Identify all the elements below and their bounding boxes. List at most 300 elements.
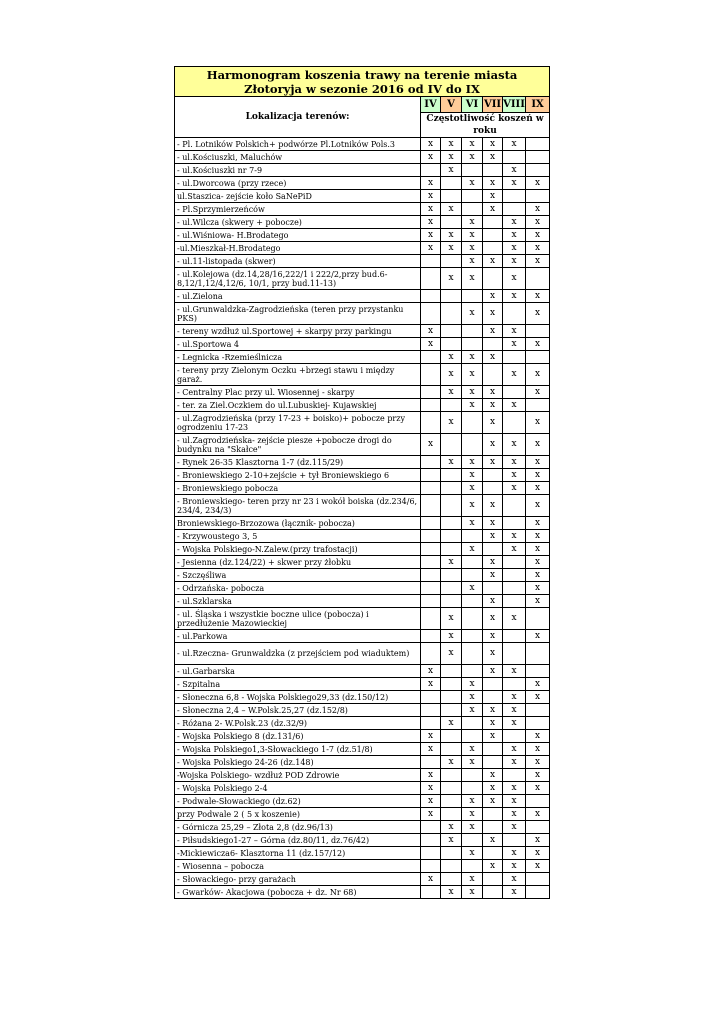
- mowing-mark-ix: [526, 717, 550, 730]
- table-row: [175, 255, 550, 268]
- mowing-mark-ix: x: [526, 860, 550, 873]
- mowing-mark-vii: [483, 338, 503, 351]
- mowing-mark-v: x: [441, 364, 462, 386]
- mowing-mark-vi: x: [462, 543, 483, 556]
- mowing-mark-v: [441, 530, 462, 543]
- mowing-mark-viii: [503, 517, 526, 530]
- location-name: - ul.Zielona: [175, 290, 421, 303]
- mowing-mark-iv: x: [421, 873, 441, 886]
- mowing-mark-v: [441, 517, 462, 530]
- table-row: [175, 242, 550, 255]
- table-row: [175, 530, 550, 543]
- mowing-mark-vii: x: [483, 399, 503, 412]
- table-row: [175, 412, 550, 434]
- mowing-mark-iv: [421, 495, 441, 517]
- mowing-mark-vi: [462, 730, 483, 743]
- mowing-mark-vii: [483, 847, 503, 860]
- mowing-mark-ix: [526, 704, 550, 717]
- mowing-mark-viii: [503, 303, 526, 325]
- mowing-mark-viii: x: [503, 795, 526, 808]
- mowing-mark-vi: x: [462, 138, 483, 151]
- mowing-mark-v: [441, 782, 462, 795]
- mowing-mark-v: x: [441, 834, 462, 847]
- mowing-mark-v: x: [441, 643, 462, 665]
- table-row: [175, 730, 550, 743]
- location-name: - Piłsudskiego1-27 – Górna (dz.80/11, dz.76/42): [175, 834, 421, 847]
- table-row: [175, 203, 550, 216]
- mowing-mark-iv: [421, 386, 441, 399]
- mowing-mark-vi: [462, 556, 483, 569]
- mowing-mark-v: [441, 873, 462, 886]
- frequency-header: Częstotliwość koszeń w roku: [421, 113, 550, 138]
- mowing-mark-v: [441, 469, 462, 482]
- mowing-mark-iv: x: [421, 138, 441, 151]
- mowing-mark-ix: x: [526, 630, 550, 643]
- mowing-mark-vi: [462, 643, 483, 665]
- mowing-mark-vi: x: [462, 242, 483, 255]
- location-name: - Szczęśliwa: [175, 569, 421, 582]
- mowing-mark-viii: [503, 834, 526, 847]
- mowing-mark-vii: x: [483, 782, 503, 795]
- mowing-mark-vi: x: [462, 177, 483, 190]
- table-row: [175, 216, 550, 229]
- mowing-mark-iv: [421, 756, 441, 769]
- mowing-mark-vii: [483, 821, 503, 834]
- mowing-mark-viii: x: [503, 229, 526, 242]
- mowing-mark-viii: x: [503, 138, 526, 151]
- mowing-mark-ix: x: [526, 434, 550, 456]
- mowing-mark-v: [441, 595, 462, 608]
- mowing-mark-iv: x: [421, 795, 441, 808]
- location-name: przy Podwale 2 ( 5 x koszenie): [175, 808, 421, 821]
- mowing-mark-viii: [503, 643, 526, 665]
- location-name: - Pl.Sprzymierzeńców: [175, 203, 421, 216]
- location-name: - ul.Wilcza (skwery + pobocze): [175, 216, 421, 229]
- mowing-mark-ix: x: [526, 569, 550, 582]
- mowing-mark-vii: x: [483, 203, 503, 216]
- mowing-mark-v: x: [441, 456, 462, 469]
- mowing-mark-iv: [421, 290, 441, 303]
- location-name: Broniewskiego-Brzozowa (łącznik- pobocza): [175, 517, 421, 530]
- table-row: [175, 834, 550, 847]
- mowing-mark-vii: [483, 873, 503, 886]
- table-row: [175, 595, 550, 608]
- mowing-mark-v: x: [441, 412, 462, 434]
- mowing-mark-ix: x: [526, 595, 550, 608]
- mowing-mark-ix: [526, 821, 550, 834]
- mowing-mark-ix: x: [526, 364, 550, 386]
- mowing-mark-v: [441, 704, 462, 717]
- mowing-mark-viii: x: [503, 434, 526, 456]
- mowing-mark-vi: [462, 290, 483, 303]
- mowing-mark-vi: [462, 412, 483, 434]
- location-name: - ul.Dworcowa (przy rzece): [175, 177, 421, 190]
- mowing-mark-vi: x: [462, 691, 483, 704]
- mowing-mark-ix: x: [526, 834, 550, 847]
- mowing-mark-vii: x: [483, 643, 503, 665]
- mowing-mark-ix: x: [526, 769, 550, 782]
- mowing-mark-v: [441, 569, 462, 582]
- mowing-mark-viii: x: [503, 886, 526, 899]
- mowing-mark-vi: x: [462, 517, 483, 530]
- mowing-mark-vii: x: [483, 434, 503, 456]
- location-name: -Mickiewicza6- Klasztorna 11 (dz.157/12): [175, 847, 421, 860]
- mowing-mark-vii: x: [483, 151, 503, 164]
- table-row: [175, 847, 550, 860]
- mowing-mark-vii: [483, 582, 503, 595]
- mowing-mark-vii: x: [483, 177, 503, 190]
- location-name: - Jesienna (dz.124/22) + skwer przy żłobku: [175, 556, 421, 569]
- table-row: [175, 338, 550, 351]
- table-row: [175, 164, 550, 177]
- table-row: [175, 582, 550, 595]
- table-row: [175, 569, 550, 582]
- location-name: - ul.Rzeczna- Grunwaldzka (z przejściem pod wiaduktem): [175, 643, 421, 665]
- mowing-mark-ix: [526, 795, 550, 808]
- location-name: - ul.11-listopada (skwer): [175, 255, 421, 268]
- mowing-mark-viii: x: [503, 691, 526, 704]
- table-row: [175, 190, 550, 203]
- location-name: - ter. za Ziel.Oczkiem do ul.Lubuskiej- Kujawskiej: [175, 399, 421, 412]
- title-line-1: Harmonogram koszenia trawy na terenie miasta: [206, 67, 518, 82]
- table-row: [175, 717, 550, 730]
- mowing-mark-ix: x: [526, 782, 550, 795]
- table-row: [175, 678, 550, 691]
- mowing-mark-ix: [526, 886, 550, 899]
- mowing-mark-ix: x: [526, 808, 550, 821]
- mowing-mark-vi: x: [462, 351, 483, 364]
- mowing-mark-vii: x: [483, 456, 503, 469]
- mowing-mark-vi: [462, 325, 483, 338]
- mowing-mark-viii: [503, 190, 526, 203]
- mowing-mark-ix: x: [526, 543, 550, 556]
- mowing-mark-vi: [462, 717, 483, 730]
- mowing-mark-vi: [462, 630, 483, 643]
- month-header-4: VII: [483, 97, 503, 113]
- table-row: [175, 873, 550, 886]
- mowing-mark-vi: x: [462, 847, 483, 860]
- mowing-mark-ix: [526, 665, 550, 678]
- mowing-mark-viii: [503, 386, 526, 399]
- mowing-mark-iv: [421, 517, 441, 530]
- mowing-mark-vii: [483, 886, 503, 899]
- mowing-mark-v: x: [441, 608, 462, 630]
- mowing-mark-iv: x: [421, 743, 441, 756]
- month-header-3: VI: [462, 97, 483, 113]
- mowing-mark-viii: x: [503, 456, 526, 469]
- mowing-mark-iv: [421, 268, 441, 290]
- mowing-mark-vi: x: [462, 364, 483, 386]
- location-name: - Wojska Polskiego 24-26 (dz.148): [175, 756, 421, 769]
- mowing-mark-v: [441, 678, 462, 691]
- mowing-mark-v: x: [441, 138, 462, 151]
- mowing-mark-v: [441, 691, 462, 704]
- mowing-mark-vii: [483, 268, 503, 290]
- mowing-mark-viii: x: [503, 717, 526, 730]
- mowing-mark-viii: [503, 595, 526, 608]
- location-name: - ul.Wiśniowa- H.Brodatego: [175, 229, 421, 242]
- month-header-5: VIII: [503, 97, 526, 113]
- month-header-1: IV: [421, 97, 441, 113]
- mowing-mark-vi: [462, 860, 483, 873]
- location-name: - ul.Kościuszki, Maluchów: [175, 151, 421, 164]
- mowing-mark-vi: x: [462, 268, 483, 290]
- mowing-mark-ix: x: [526, 216, 550, 229]
- mowing-mark-viii: x: [503, 364, 526, 386]
- mowing-mark-v: x: [441, 268, 462, 290]
- location-name: - Słoneczna 6,8 - Wojska Polskiego29,33 (dz.150/12): [175, 691, 421, 704]
- mowing-mark-iv: x: [421, 769, 441, 782]
- mowing-mark-v: [441, 582, 462, 595]
- mowing-mark-viii: [503, 556, 526, 569]
- location-name: - ul.Garbarska: [175, 665, 421, 678]
- mowing-mark-vii: x: [483, 290, 503, 303]
- mowing-mark-viii: x: [503, 860, 526, 873]
- mowing-mark-v: [441, 795, 462, 808]
- mowing-mark-v: x: [441, 151, 462, 164]
- table-row: [175, 229, 550, 242]
- mowing-mark-v: [441, 482, 462, 495]
- location-name: - Wojska Polskiego 8 (dz.131/6): [175, 730, 421, 743]
- table-row: [175, 756, 550, 769]
- mowing-mark-vii: x: [483, 569, 503, 582]
- mowing-mark-viii: x: [503, 242, 526, 255]
- mowing-mark-vi: x: [462, 386, 483, 399]
- mowing-mark-ix: x: [526, 743, 550, 756]
- mowing-mark-vi: x: [462, 469, 483, 482]
- mowing-mark-v: [441, 255, 462, 268]
- mowing-mark-vii: x: [483, 255, 503, 268]
- mowing-mark-vi: x: [462, 255, 483, 268]
- mowing-mark-ix: [526, 351, 550, 364]
- mowing-mark-viii: x: [503, 873, 526, 886]
- mowing-mark-ix: x: [526, 530, 550, 543]
- table-row: [175, 434, 550, 456]
- mowing-mark-ix: x: [526, 338, 550, 351]
- mowing-mark-v: x: [441, 630, 462, 643]
- mowing-mark-iv: [421, 860, 441, 873]
- mowing-mark-v: [441, 847, 462, 860]
- location-name: - Broniewskiego- teren przy nr 23 i wokół boiska (dz.234/6, 234/4, 234/3): [175, 495, 421, 517]
- mowing-mark-ix: [526, 608, 550, 630]
- table-row: [175, 821, 550, 834]
- table-row: [175, 303, 550, 325]
- location-name: - Słoneczna 2,4 – W.Polsk.25,27 (dz.152/8): [175, 704, 421, 717]
- table-row: [175, 151, 550, 164]
- mowing-mark-vi: x: [462, 678, 483, 691]
- mowing-mark-vii: x: [483, 517, 503, 530]
- location-name: -ul.Mieszkał-H.Brodatego: [175, 242, 421, 255]
- mowing-mark-iv: x: [421, 177, 441, 190]
- mowing-mark-v: [441, 325, 462, 338]
- mowing-mark-ix: [526, 873, 550, 886]
- mowing-mark-viii: [503, 412, 526, 434]
- mowing-mark-vi: [462, 782, 483, 795]
- table-row: [175, 665, 550, 678]
- mowing-mark-vi: [462, 190, 483, 203]
- table-row: [175, 325, 550, 338]
- mowing-mark-iv: [421, 255, 441, 268]
- mowing-mark-viii: x: [503, 665, 526, 678]
- mowing-mark-vii: [483, 216, 503, 229]
- mowing-mark-ix: [526, 190, 550, 203]
- location-name: -Wojska Polskiego- wzdłuż POD Zdrowie: [175, 769, 421, 782]
- mowing-mark-vi: x: [462, 399, 483, 412]
- mowing-mark-viii: x: [503, 608, 526, 630]
- mowing-mark-viii: x: [503, 530, 526, 543]
- mowing-mark-viii: [503, 351, 526, 364]
- mowing-mark-iv: [421, 399, 441, 412]
- mowing-mark-vii: x: [483, 608, 503, 630]
- mowing-mark-viii: x: [503, 290, 526, 303]
- mowing-mark-v: x: [441, 203, 462, 216]
- table-row: [175, 399, 550, 412]
- mowing-mark-vii: x: [483, 412, 503, 434]
- location-name: - Rynek 26-35 Klasztorna 1-7 (dz.115/29): [175, 456, 421, 469]
- mowing-mark-iv: [421, 630, 441, 643]
- mowing-mark-iv: x: [421, 190, 441, 203]
- mowing-mark-vi: x: [462, 482, 483, 495]
- mowing-mark-ix: x: [526, 229, 550, 242]
- mowing-mark-vi: [462, 530, 483, 543]
- mowing-mark-v: [441, 338, 462, 351]
- mowing-mark-viii: x: [503, 216, 526, 229]
- table-row: [175, 517, 550, 530]
- mowing-mark-viii: [503, 582, 526, 595]
- table-row: [175, 177, 550, 190]
- mowing-mark-vii: [483, 242, 503, 255]
- location-name: - Centralny Plac przy ul. Wiosennej - skarpy: [175, 386, 421, 399]
- table-row: [175, 769, 550, 782]
- mowing-mark-iv: [421, 886, 441, 899]
- mowing-mark-v: [441, 290, 462, 303]
- mowing-mark-iv: x: [421, 338, 441, 351]
- mowing-mark-v: x: [441, 756, 462, 769]
- mowing-mark-vii: [483, 756, 503, 769]
- mowing-mark-vii: x: [483, 704, 503, 717]
- mowing-mark-v: [441, 495, 462, 517]
- mowing-mark-v: x: [441, 886, 462, 899]
- mowing-mark-ix: x: [526, 678, 550, 691]
- mowing-mark-vi: x: [462, 216, 483, 229]
- mowing-mark-vii: [483, 678, 503, 691]
- location-name: - ul.Zagrodzieńska (przy 17-23 + boisko)+ pobocze przy ogrodzeniu 17-23: [175, 412, 421, 434]
- location-name: - Odrzańska- pobocza: [175, 582, 421, 595]
- mowing-mark-ix: x: [526, 556, 550, 569]
- mowing-mark-viii: x: [503, 164, 526, 177]
- table-row: [175, 782, 550, 795]
- mowing-mark-v: x: [441, 164, 462, 177]
- title-row: [175, 67, 550, 97]
- location-name: - ul.Parkowa: [175, 630, 421, 643]
- table-row: [175, 290, 550, 303]
- mowing-mark-vii: [483, 808, 503, 821]
- mowing-mark-iv: x: [421, 242, 441, 255]
- mowing-mark-vi: [462, 338, 483, 351]
- location-name: - Słowackiego- przy garażach: [175, 873, 421, 886]
- mowing-mark-v: x: [441, 242, 462, 255]
- mowing-mark-ix: [526, 399, 550, 412]
- mowing-mark-iv: [421, 847, 441, 860]
- mowing-mark-v: x: [441, 556, 462, 569]
- mowing-mark-vii: x: [483, 795, 503, 808]
- mowing-mark-ix: x: [526, 469, 550, 482]
- location-name: - Górnicza 25,29 – Złota 2,8 (dz.96/13): [175, 821, 421, 834]
- location-header: Lokalizacja terenów:: [175, 97, 421, 138]
- mowing-mark-ix: [526, 164, 550, 177]
- location-name: - Wojska Polskiego1,3-Słowackiego 1-7 (dz.51/8): [175, 743, 421, 756]
- mowing-mark-v: [441, 665, 462, 678]
- location-name: - Wojska Polskiego-N.Zalew.(przy trafostacji): [175, 543, 421, 556]
- mowing-mark-ix: [526, 268, 550, 290]
- table-row: [175, 795, 550, 808]
- mowing-mark-ix: x: [526, 242, 550, 255]
- mowing-mark-iv: [421, 482, 441, 495]
- mowing-mark-viii: x: [503, 255, 526, 268]
- mowing-mark-viii: x: [503, 482, 526, 495]
- mowing-mark-vii: [483, 164, 503, 177]
- mowing-mark-iv: x: [421, 325, 441, 338]
- mowing-mark-ix: x: [526, 495, 550, 517]
- table-row: [175, 138, 550, 151]
- table-row: [175, 860, 550, 873]
- table-row: [175, 268, 550, 290]
- mowing-mark-ix: x: [526, 303, 550, 325]
- mowing-mark-iv: x: [421, 808, 441, 821]
- location-name: - Szpitalna: [175, 678, 421, 691]
- mowing-mark-v: [441, 860, 462, 873]
- mowing-mark-vii: [483, 469, 503, 482]
- mowing-mark-viii: x: [503, 543, 526, 556]
- table-row: [175, 495, 550, 517]
- mowing-mark-iv: [421, 303, 441, 325]
- mowing-mark-v: x: [441, 717, 462, 730]
- mowing-mark-vi: [462, 769, 483, 782]
- mowing-mark-vii: x: [483, 386, 503, 399]
- mowing-mark-iv: x: [421, 203, 441, 216]
- mowing-mark-vii: [483, 691, 503, 704]
- mowing-mark-viii: x: [503, 704, 526, 717]
- location-name: - ul.Kościuszki nr 7-9: [175, 164, 421, 177]
- mowing-mark-vii: x: [483, 325, 503, 338]
- mowing-mark-iv: x: [421, 665, 441, 678]
- mowing-mark-viii: [503, 569, 526, 582]
- table-row: [175, 386, 550, 399]
- table-row: [175, 704, 550, 717]
- mowing-mark-viii: x: [503, 268, 526, 290]
- location-name: - ul.Grunwaldzka-Zagrodzieńska (teren przy przystanku PKS): [175, 303, 421, 325]
- mowing-mark-vi: x: [462, 303, 483, 325]
- mowing-mark-v: [441, 303, 462, 325]
- mowing-mark-iv: [421, 717, 441, 730]
- mowing-mark-ix: x: [526, 255, 550, 268]
- location-name: ul.Staszica- zejście koło SaNePiD: [175, 190, 421, 203]
- mowing-mark-viii: x: [503, 756, 526, 769]
- mowing-mark-v: [441, 543, 462, 556]
- mowing-mark-vi: x: [462, 704, 483, 717]
- mowing-mark-v: [441, 743, 462, 756]
- location-name: - Wojska Polskiego 2-4: [175, 782, 421, 795]
- mowing-mark-iv: [421, 643, 441, 665]
- table-row: [175, 630, 550, 643]
- mowing-mark-viii: x: [503, 469, 526, 482]
- mowing-mark-ix: x: [526, 756, 550, 769]
- location-name: - tereny wzdłuż ul.Sportowej + skarpy przy parkingu: [175, 325, 421, 338]
- month-header-2: V: [441, 97, 462, 113]
- mowing-mark-iv: [421, 412, 441, 434]
- mowing-mark-ix: x: [526, 691, 550, 704]
- mowing-mark-viii: [503, 678, 526, 691]
